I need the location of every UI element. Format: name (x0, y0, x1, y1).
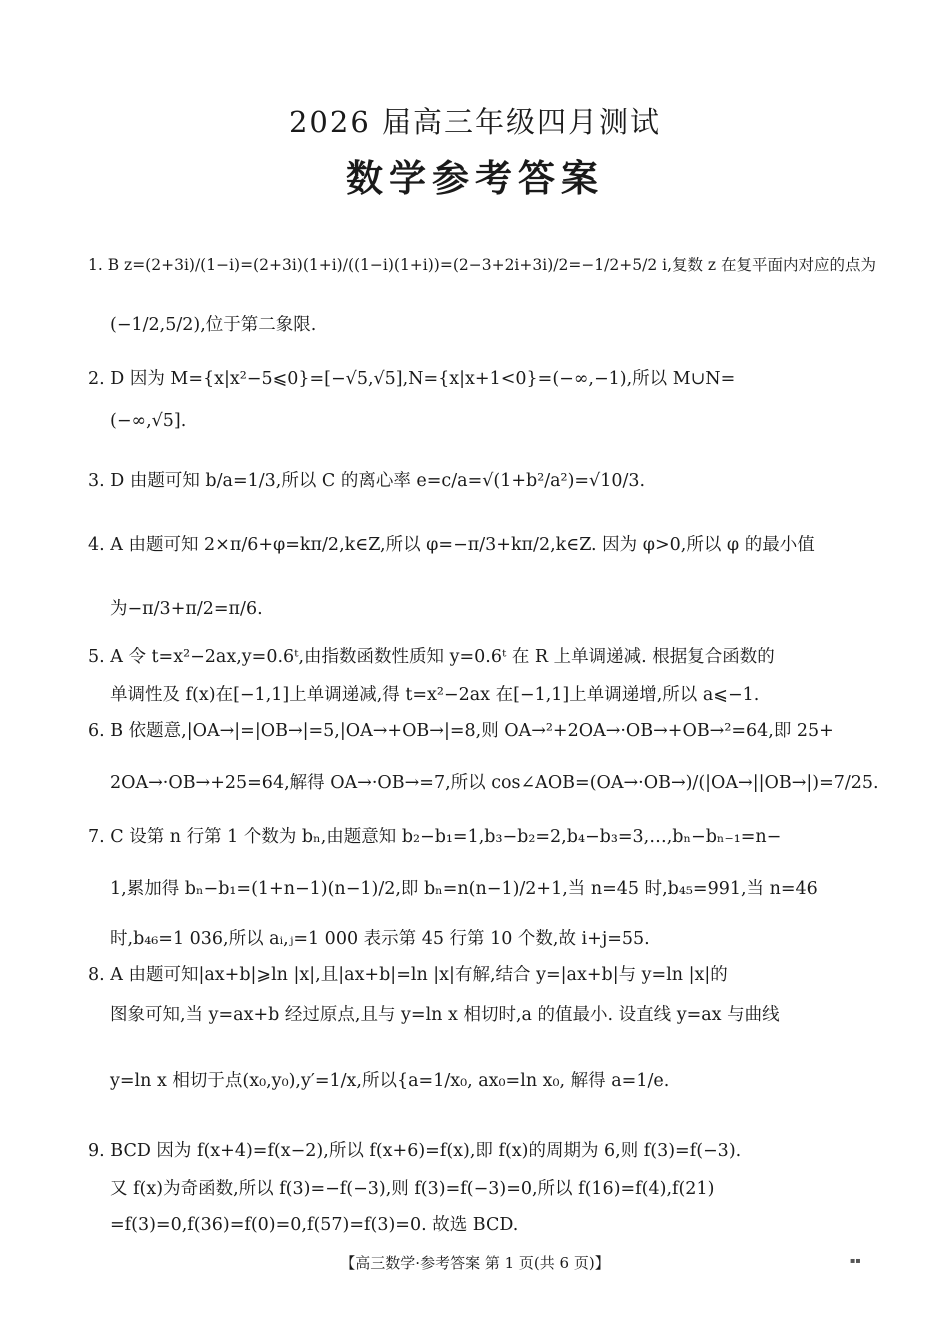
answer-6-line-1: 6. B 依题意,|OA→|=|OB→|=5,|OA→+OB→|=8,则 OA→²+2OA→·OB→+OB→²=64,即 25+ (88, 721, 834, 741)
answer-1-line-1: 1. B z=(2+3i)/(1−i)=(2+3i)(1+i)/((1−i)(1+i))=(2−3+2i+3i)/2=−1/2+5/2 i,复数 z 在复平面内对应的点为 (88, 256, 877, 274)
scan-mark: ▪▪ (850, 1256, 861, 1265)
answer-9-line-3: =f(3)=0,f(36)=f(0)=0,f(57)=f(3)=0. 故选 BCD. (110, 1215, 519, 1235)
answer-7-line-1: 7. C 设第 n 行第 1 个数为 bₙ,由题意知 b₂−b₁=1,b₃−b₂=2,b₄−b₃=3,…,bₙ−bₙ₋₁=n− (88, 827, 782, 847)
answer-5-line-2: 单调性及 f(x)在[−1,1]上单调递减,得 t=x²−2ax 在[−1,1]上单调递增,所以 a⩽−1. (110, 685, 760, 705)
answer-8-line-2: 图象可知,当 y=ax+b 经过原点,且与 y=ln x 相切时,a 的值最小. 设直线 y=ax 与曲线 (110, 1005, 780, 1025)
answer-key-title: 数学参考答案 (346, 156, 604, 200)
answer-2-line-2: (−∞,√5]. (110, 411, 187, 431)
answer-7-line-3: 时,b₄₆=1 036,所以 aᵢ,ⱼ=1 000 表示第 45 行第 10 个数,故 i+j=55. (110, 929, 650, 949)
answer-4-line-1: 4. A 由题可知 2×π/6+φ=kπ/2,k∈Z,所以 φ=−π/3+kπ/2,k∈Z. 因为 φ>0,所以 φ 的最小值 (88, 535, 815, 555)
answer-9-line-2: 又 f(x)为奇函数,所以 f(3)=−f(−3),则 f(3)=f(−3)=0,所以 f(16)=f(4),f(21) (110, 1179, 715, 1199)
answer-5-line-1: 5. A 令 t=x²−2ax,y=0.6ᵗ,由指数函数性质知 y=0.6ᵗ 在 R 上单调递减. 根据复合函数的 (88, 647, 775, 667)
page-footer: 【高三数学·参考答案 第 1 页(共 6 页)】 (340, 1254, 610, 1272)
answer-8-line-3: y=ln x 相切于点(x₀,y₀),y′=1/x,所以{a=1/x₀, ax₀=ln x₀, 解得 a=1/e. (110, 1071, 670, 1091)
answer-8-line-1: 8. A 由题可知|ax+b|⩾ln |x|,且|ax+b|=ln |x|有解,结合 y=|ax+b|与 y=ln |x|的 (88, 965, 728, 985)
answer-3-line-1: 3. D 由题可知 b/a=1/3,所以 C 的离心率 e=c/a=√(1+b²/a²)=√10/3. (88, 471, 646, 491)
answer-6-line-2: 2OA→·OB→+25=64,解得 OA→·OB→=7,所以 cos∠AOB=(OA→·OB→)/(|OA→||OB→|)=7/25. (110, 773, 879, 793)
answer-7-line-2: 1,累加得 bₙ−b₁=(1+n−1)(n−1)/2,即 bₙ=n(n−1)/2+1,当 n=45 时,b₄₅=991,当 n=46 (110, 879, 818, 899)
answer-9-line-1: 9. BCD 因为 f(x+4)=f(x−2),所以 f(x+6)=f(x),即 f(x)的周期为 6,则 f(3)=f(−3). (88, 1141, 742, 1161)
answer-1-line-2: (−1/2,5/2),位于第二象限. (110, 315, 317, 335)
answer-4-line-2: 为−π/3+π/2=π/6. (110, 599, 263, 619)
answer-2-line-1: 2. D 因为 M={x|x²−5⩽0}=[−√5,√5],N={x|x+1<0}=(−∞,−1),所以 M∪N= (88, 369, 736, 389)
exam-title: 2026 届高三年级四月测试 (288, 105, 662, 139)
